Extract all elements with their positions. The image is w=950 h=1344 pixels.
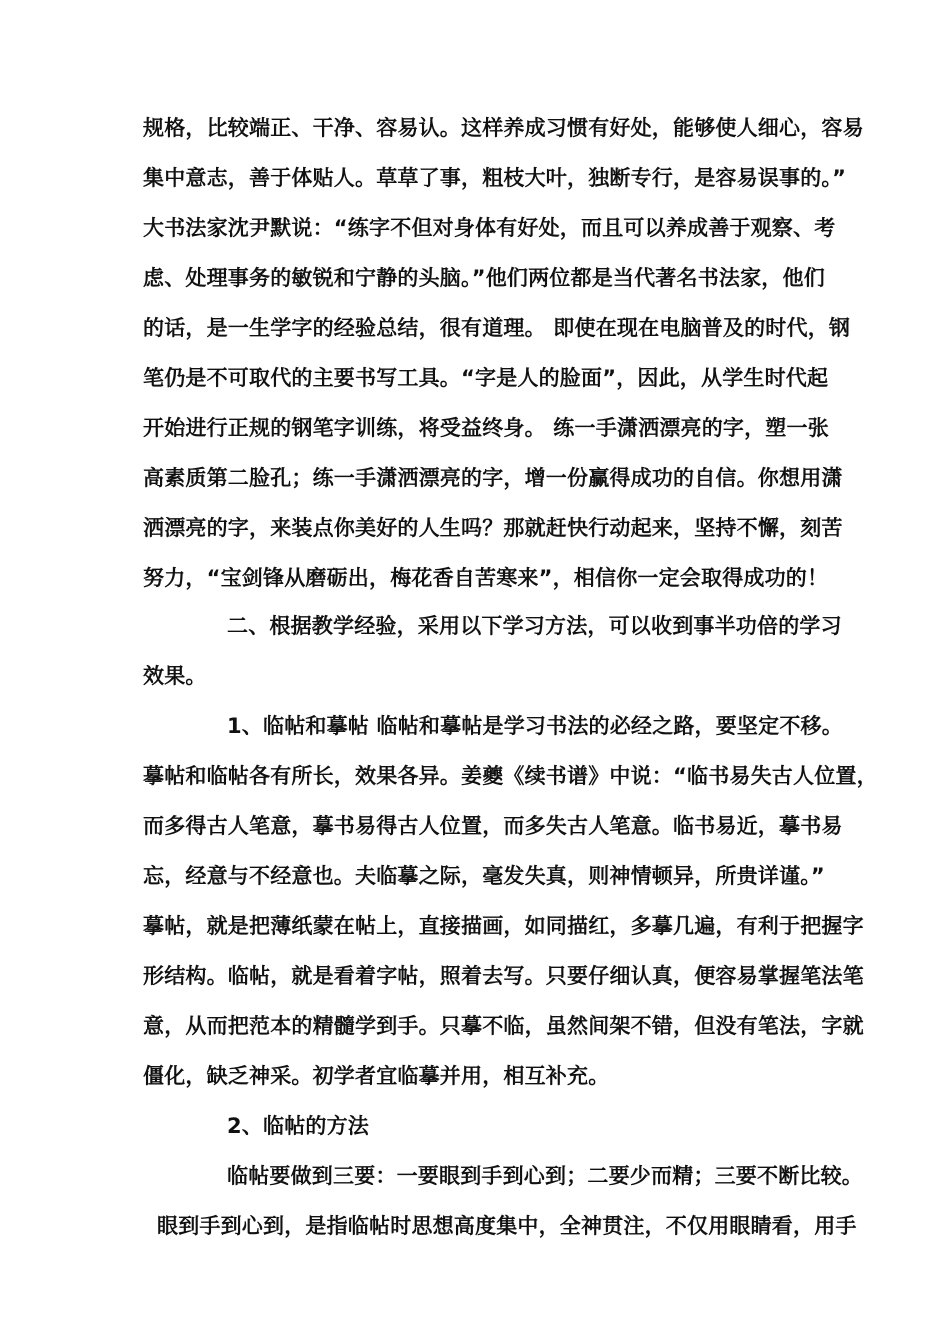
text-line: 高素质第二脸孔；练一手潇洒漂亮的字，增一份赢得成功的自信。你想用潇	[143, 466, 843, 490]
text-line: 的话，是一生学字的经验总结，很有道理。 即使在现在电脑普及的时代，钢	[143, 316, 851, 340]
text-line: 集中意志，善于体贴人。草草了事，粗枝大叶，独断专行，是容易误事的。”	[143, 166, 847, 190]
text-line: 虑、处理事务的敏锐和宁静的头脑。”他们两位都是当代著名书法家，他们	[143, 266, 825, 290]
text-line: 眼到手到心到，是指临帖时思想高度集中，全神贯注，不仅用眼睛看，用手	[157, 1214, 857, 1238]
text-line: 洒漂亮的字，来装点你美好的人生吗？那就赶快行动起来，坚持不懈，刻苦	[143, 516, 843, 540]
text-line: 努力，“宝剑锋从磨砺出，梅花香自苦寒来”，相信你一定会取得成功的！	[143, 566, 829, 590]
text-line: 规格，比较端正、干净、容易认。这样养成习惯有好处，能够使人细心，容易	[143, 116, 864, 140]
section-heading: 二、根据教学经验，采用以下学习方法，可以收到事半功倍的学习	[227, 614, 842, 638]
text-line: 临帖要做到三要：一要眼到手到心到；二要少而精；三要不断比较。	[227, 1164, 863, 1188]
text-line: 僵化，缺乏神采。初学者宜临摹并用，相互补充。	[143, 1064, 610, 1088]
subsection-heading: 1、临帖和摹帖 临帖和摹帖是学习书法的必经之路，要坚定不移。	[227, 714, 843, 738]
text-line: 摹帖，就是把薄纸蒙在帖上，直接描画，如同描红，多摹几遍，有利于把握字	[143, 914, 864, 938]
text-line: 形结构。临帖，就是看着字帖，照着去写。只要仔细认真，便容易掌握笔法笔	[143, 964, 864, 988]
text-line: 意，从而把范本的精髓学到手。只摹不临，虽然间架不错，但没有笔法，字就	[143, 1014, 864, 1038]
text-line: 效果。	[143, 664, 207, 688]
text-line: 开始进行正规的钢笔字训练，将受益终身。 练一手潇洒漂亮的字，塑一张	[143, 416, 829, 440]
subsection-heading: 2、临帖的方法	[227, 1114, 370, 1138]
text-line: 忘，经意与不经意也。夫临摹之际，毫发失真，则神情顿异，所贵详谨。”	[143, 864, 825, 888]
text-line: 大书法家沈尹默说：“练字不但对身体有好处，而且可以养成善于观察、考	[143, 216, 836, 240]
text-line: 笔仍是不可取代的主要书写工具。“字是人的脸面”，因此，从学生时代起	[143, 366, 829, 390]
text-line: 而多得古人笔意，摹书易得古人位置，而多失古人笔意。临书易近，摹书易	[143, 814, 843, 838]
text-line: 摹帖和临帖各有所长，效果各异。姜夔《续书谱》中说：“临书易失古人位置，	[143, 764, 878, 788]
